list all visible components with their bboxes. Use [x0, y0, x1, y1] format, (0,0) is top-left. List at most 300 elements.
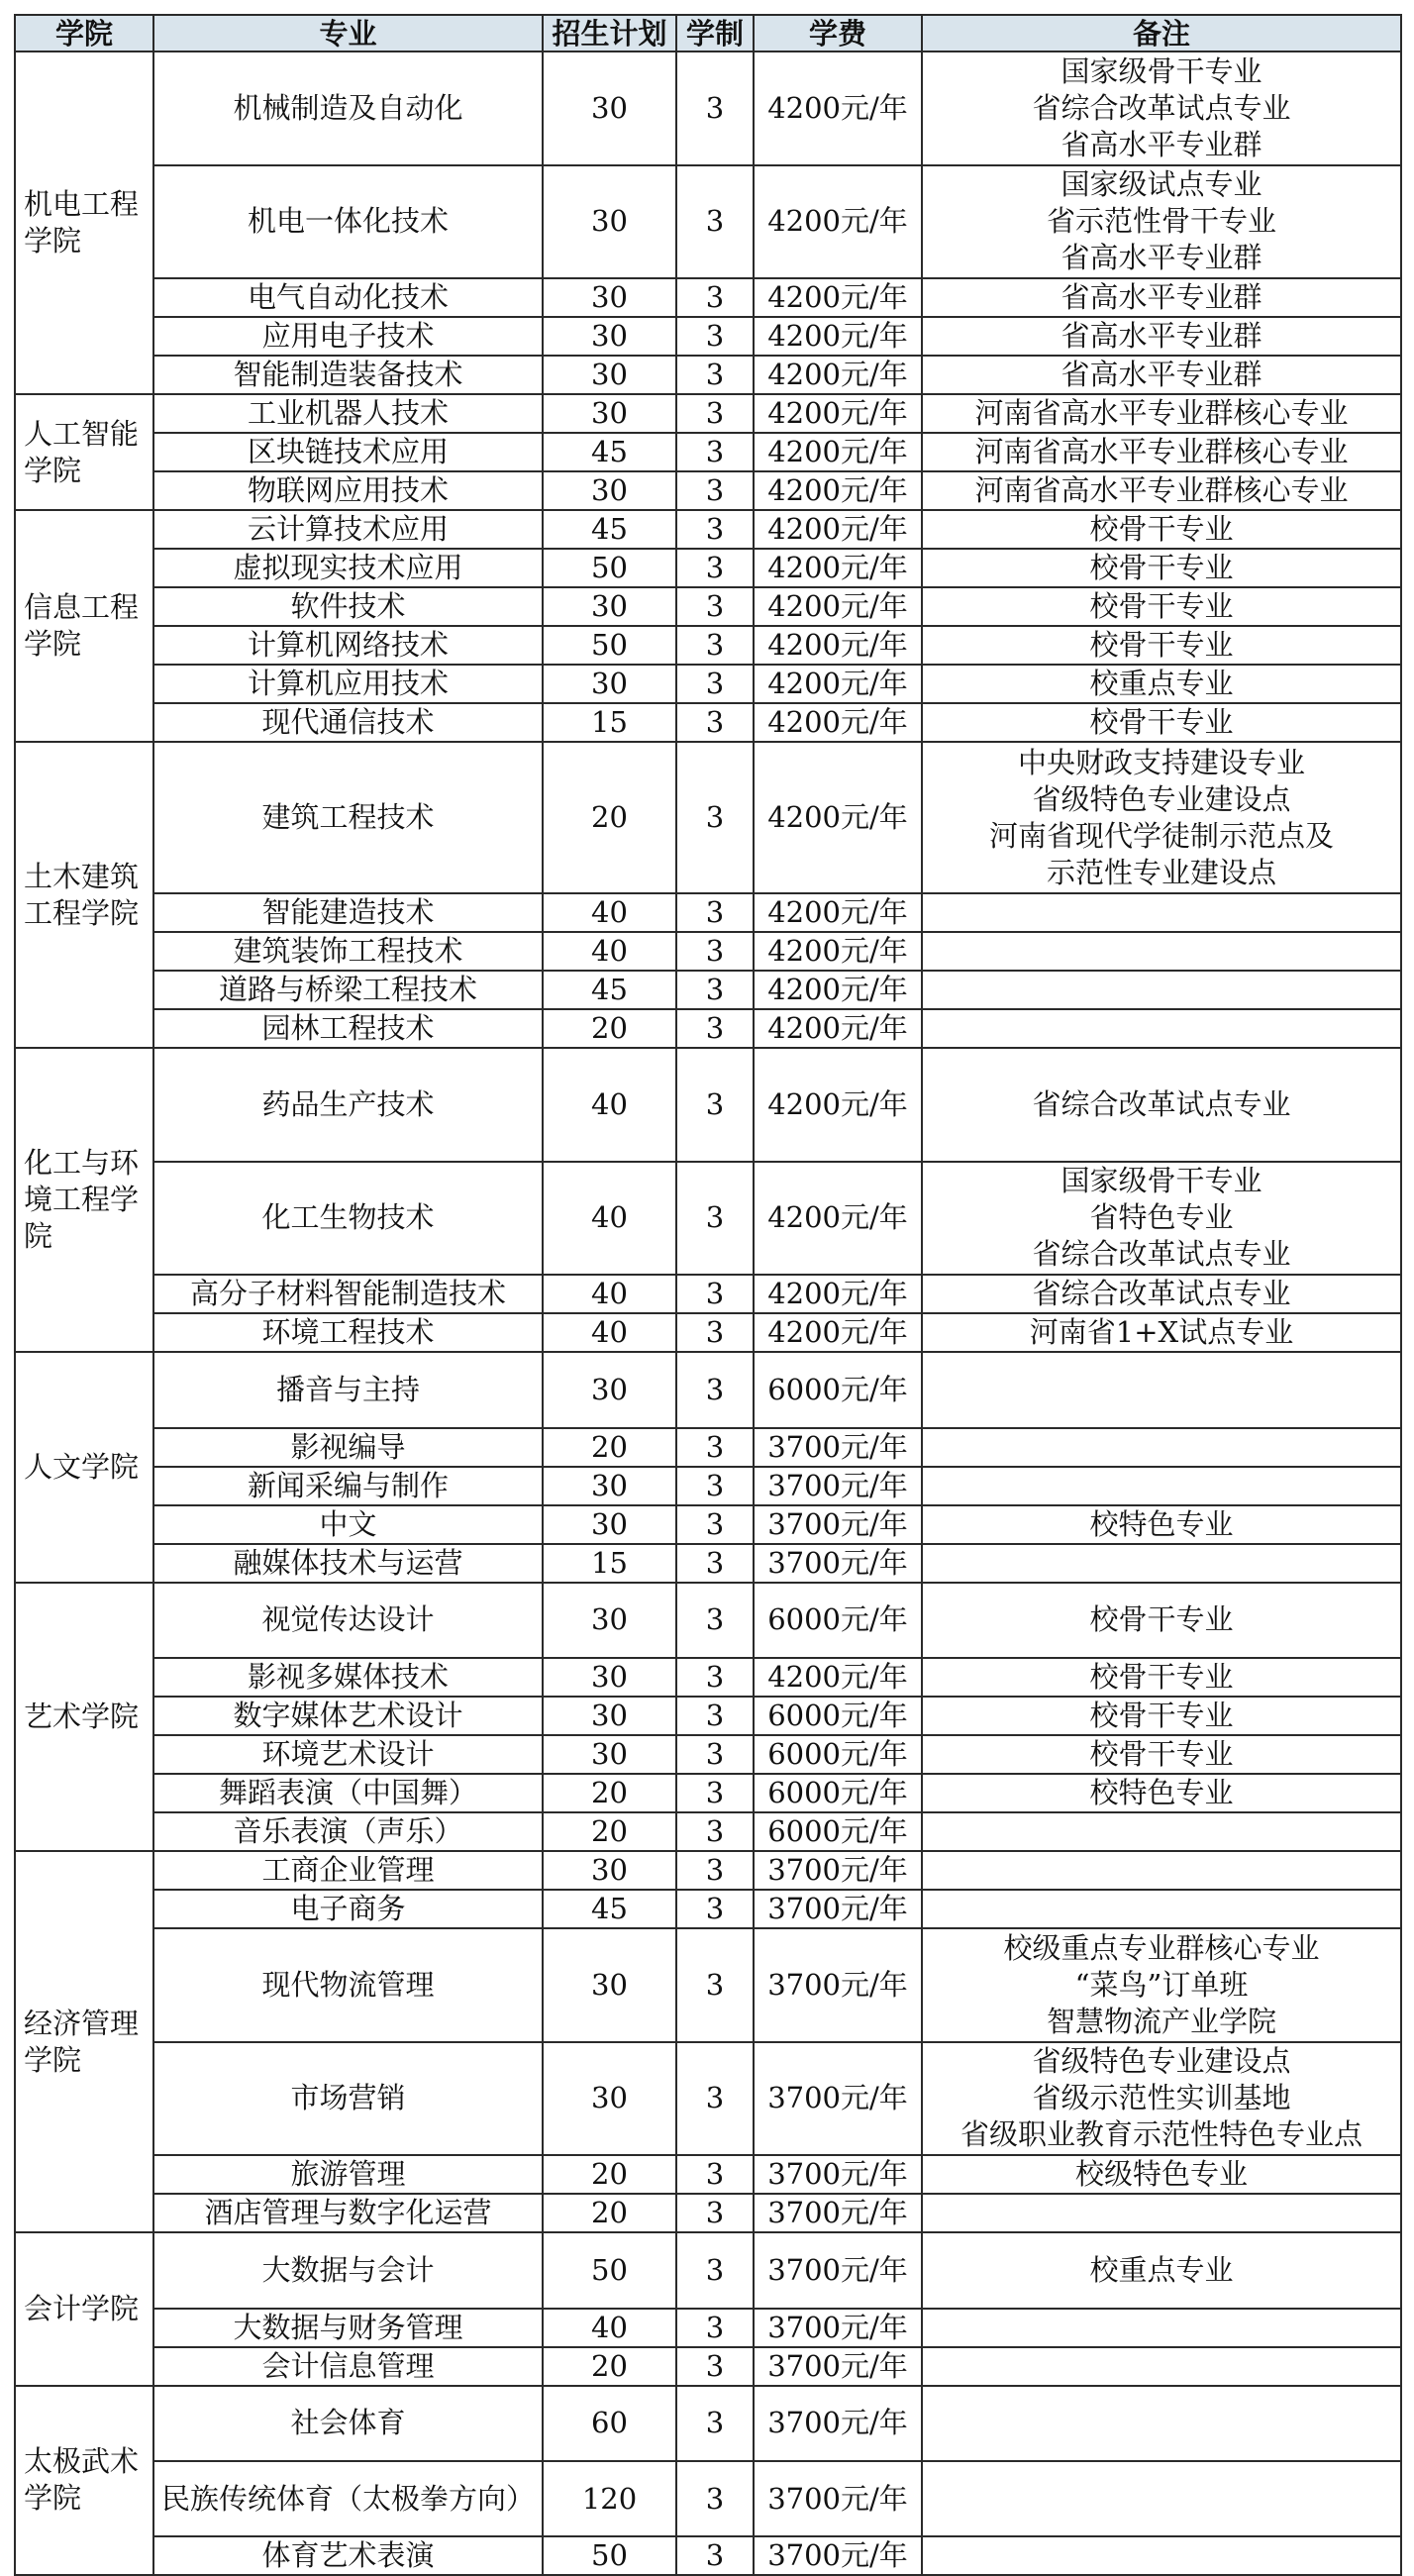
- table-row: [15, 1544, 1401, 1583]
- note-line: 省高水平专业群: [1060, 127, 1262, 161]
- fee-cell: 4200元/年: [754, 433, 922, 471]
- fee-cell: 3700元/年: [754, 2042, 922, 2156]
- table-row: [15, 2461, 1401, 2536]
- plan-cell: 20: [543, 1774, 676, 1812]
- notes-cell: [922, 971, 1401, 1009]
- major-cell: 酒店管理与数字化运营: [153, 2194, 543, 2232]
- major-cell: 软件技术: [153, 587, 543, 626]
- major-cell: 电气自动化技术: [153, 278, 543, 317]
- notes-cell: [922, 510, 1401, 549]
- plan-cell: 40: [543, 1313, 676, 1352]
- table-row: [15, 971, 1401, 1009]
- major-cell: 社会体育: [153, 2386, 543, 2461]
- fee-cell: 4200元/年: [754, 471, 922, 510]
- fee-cell: 4200元/年: [754, 893, 922, 932]
- note-line: 校重点专业: [1089, 667, 1234, 701]
- fee-cell: 4200元/年: [754, 317, 922, 356]
- years-cell: 3: [676, 665, 754, 703]
- note-line: 省综合改革试点专业: [1032, 90, 1291, 125]
- notes-cell: [922, 1505, 1401, 1544]
- plan-cell: 120: [543, 2461, 676, 2536]
- note-line: 国家级试点专业: [1060, 167, 1262, 202]
- plan-cell: 30: [543, 1851, 676, 1890]
- major-cell: 舞蹈表演（中国舞）: [153, 1774, 543, 1812]
- major-cell: 影视多媒体技术: [153, 1658, 543, 1697]
- college-cell: 人文学院: [15, 1352, 153, 1582]
- plan-cell: 30: [543, 165, 676, 279]
- table-row: [15, 2536, 1401, 2575]
- years-cell: 3: [676, 278, 754, 317]
- note-line: 省级示范性实训基地: [1032, 2081, 1291, 2115]
- years-cell: 3: [676, 1697, 754, 1735]
- fee-cell: 4200元/年: [754, 356, 922, 394]
- table-row: [15, 1697, 1401, 1735]
- table-row: [15, 932, 1401, 971]
- plan-cell: 40: [543, 932, 676, 971]
- notes-cell: [922, 1812, 1401, 1851]
- notes-cell: [922, 356, 1401, 394]
- notes-cell: [922, 1890, 1401, 1928]
- table-row: [15, 433, 1401, 471]
- major-cell: 化工生物技术: [153, 1162, 543, 1276]
- plan-cell: 20: [543, 1428, 676, 1467]
- major-cell: 建筑工程技术: [153, 742, 543, 893]
- plan-cell: 15: [543, 703, 676, 742]
- fee-cell: 3700元/年: [754, 2155, 922, 2194]
- table-row: [15, 1162, 1401, 1276]
- plan-cell: 30: [543, 356, 676, 394]
- notes-cell: [922, 1352, 1401, 1427]
- major-cell: 高分子材料智能制造技术: [153, 1275, 543, 1313]
- plan-cell: 30: [543, 1928, 676, 2042]
- notes-cell: [922, 1774, 1401, 1812]
- major-cell: 电子商务: [153, 1890, 543, 1928]
- notes-cell: [922, 52, 1401, 165]
- years-cell: 3: [676, 433, 754, 471]
- fee-cell: 3700元/年: [754, 2194, 922, 2232]
- table-row: [15, 1890, 1401, 1928]
- plan-cell: 30: [543, 587, 676, 626]
- fee-cell: 3700元/年: [754, 2232, 922, 2308]
- major-cell: 道路与桥梁工程技术: [153, 971, 543, 1009]
- note-line: 校骨干专业: [1089, 551, 1234, 585]
- notes-cell: [922, 626, 1401, 665]
- note-line: 河南省1+X试点专业: [1029, 1315, 1294, 1350]
- table-row: [15, 1048, 1401, 1162]
- notes-cell: [922, 471, 1401, 510]
- table-row: [15, 893, 1401, 932]
- table-row: [15, 317, 1401, 356]
- years-cell: 3: [676, 1658, 754, 1697]
- major-cell: 机械制造及自动化: [153, 52, 543, 165]
- years-cell: 3: [676, 1275, 754, 1313]
- note-line: 河南省高水平专业群核心专业: [974, 396, 1349, 431]
- notes-cell: [922, 2042, 1401, 2156]
- table-row: [15, 1009, 1401, 1048]
- major-cell: 播音与主持: [153, 1352, 543, 1427]
- fee-cell: 4200元/年: [754, 165, 922, 279]
- note-line: “菜鸟”订单班: [1074, 1967, 1249, 2002]
- years-cell: 3: [676, 1851, 754, 1890]
- fee-cell: 6000元/年: [754, 1697, 922, 1735]
- plan-cell: 30: [543, 52, 676, 165]
- years-cell: 3: [676, 587, 754, 626]
- notes-cell: [922, 1544, 1401, 1583]
- fee-cell: 3700元/年: [754, 2536, 922, 2575]
- table-row: [15, 1774, 1401, 1812]
- notes-cell: [922, 587, 1401, 626]
- table-row: [15, 1928, 1401, 2042]
- years-cell: 3: [676, 52, 754, 165]
- major-cell: 智能建造技术: [153, 893, 543, 932]
- table-row: [15, 2386, 1401, 2461]
- major-cell: 工商企业管理: [153, 1851, 543, 1890]
- note-line: 省级职业教育示范性特色专业点: [960, 2117, 1363, 2152]
- plan-cell: 30: [543, 1658, 676, 1697]
- years-cell: 3: [676, 742, 754, 893]
- plan-cell: 30: [543, 471, 676, 510]
- table-row: [15, 742, 1401, 893]
- major-cell: 虚拟现实技术应用: [153, 549, 543, 587]
- years-cell: 3: [676, 1048, 754, 1162]
- fee-cell: 3700元/年: [754, 1851, 922, 1890]
- major-cell: 园林工程技术: [153, 1009, 543, 1048]
- note-line: 省综合改革试点专业: [1032, 1237, 1291, 1272]
- fee-cell: 4200元/年: [754, 971, 922, 1009]
- plan-cell: 30: [543, 665, 676, 703]
- fee-cell: 4200元/年: [754, 278, 922, 317]
- note-line: 省示范性骨干专业: [1046, 204, 1276, 239]
- major-cell: 区块链技术应用: [153, 433, 543, 471]
- major-cell: 新闻采编与制作: [153, 1467, 543, 1505]
- years-cell: 3: [676, 1009, 754, 1048]
- major-cell: 会计信息管理: [153, 2347, 543, 2386]
- plan-cell: 40: [543, 1275, 676, 1313]
- enrollment-table: [14, 14, 1402, 2576]
- notes-cell: [922, 742, 1401, 893]
- table-row: [15, 549, 1401, 587]
- table-row: [15, 394, 1401, 433]
- notes-cell: [922, 2461, 1401, 2536]
- note-line: 河南省高水平专业群核心专业: [974, 473, 1349, 508]
- table-row: [15, 1851, 1401, 1890]
- notes-cell: [922, 1658, 1401, 1697]
- fee-cell: 3700元/年: [754, 2309, 922, 2347]
- table-row: [15, 471, 1401, 510]
- major-cell: 智能制造装备技术: [153, 356, 543, 394]
- years-cell: 3: [676, 1505, 754, 1544]
- plan-cell: 50: [543, 549, 676, 587]
- years-cell: 3: [676, 2155, 754, 2194]
- note-line: 智慧物流产业学院: [1046, 2004, 1276, 2038]
- fee-cell: 3700元/年: [754, 1428, 922, 1467]
- major-cell: 工业机器人技术: [153, 394, 543, 433]
- table-row: [15, 626, 1401, 665]
- notes-cell: [922, 1735, 1401, 1774]
- major-cell: 融媒体技术与运营: [153, 1544, 543, 1583]
- fee-cell: 4200元/年: [754, 52, 922, 165]
- table-row: [15, 1812, 1401, 1851]
- note-line: 校级特色专业: [1074, 2157, 1248, 2192]
- years-cell: 3: [676, 549, 754, 587]
- plan-cell: 30: [543, 1505, 676, 1544]
- table-row: [15, 1352, 1401, 1427]
- table-row: [15, 2042, 1401, 2156]
- plan-cell: 50: [543, 626, 676, 665]
- major-cell: 市场营销: [153, 2042, 543, 2156]
- major-cell: 环境工程技术: [153, 1313, 543, 1352]
- table-row: [15, 1505, 1401, 1544]
- fee-cell: 4200元/年: [754, 665, 922, 703]
- fee-cell: 6000元/年: [754, 1735, 922, 1774]
- table-row: [15, 2232, 1401, 2308]
- notes-cell: [922, 549, 1401, 587]
- notes-cell: [922, 1313, 1401, 1352]
- notes-cell: [922, 1275, 1401, 1313]
- fee-cell: 4200元/年: [754, 1275, 922, 1313]
- fee-cell: 6000元/年: [754, 1583, 922, 1658]
- header-notes: 备注: [922, 15, 1401, 52]
- fee-cell: 4200元/年: [754, 932, 922, 971]
- years-cell: 3: [676, 1352, 754, 1427]
- notes-cell: [922, 1467, 1401, 1505]
- major-cell: 计算机应用技术: [153, 665, 543, 703]
- notes-cell: [922, 278, 1401, 317]
- note-line: 校骨干专业: [1089, 1698, 1234, 1732]
- notes-cell: [922, 893, 1401, 932]
- college-cell: 信息工程学院: [15, 510, 153, 742]
- years-cell: 3: [676, 1812, 754, 1851]
- note-line: 校特色专业: [1089, 1506, 1234, 1541]
- notes-cell: [922, 932, 1401, 971]
- note-line: 校级重点专业群核心专业: [1003, 1930, 1320, 1965]
- years-cell: 3: [676, 893, 754, 932]
- note-line: 省级特色专业建设点: [1032, 781, 1291, 816]
- notes-cell: [922, 2309, 1401, 2347]
- table-row: [15, 1467, 1401, 1505]
- plan-cell: 20: [543, 1812, 676, 1851]
- years-cell: 3: [676, 932, 754, 971]
- table-row: [15, 1735, 1401, 1774]
- note-line: 省综合改革试点专业: [1032, 1086, 1291, 1121]
- years-cell: 3: [676, 626, 754, 665]
- plan-cell: 45: [543, 1890, 676, 1928]
- plan-cell: 45: [543, 971, 676, 1009]
- plan-cell: 30: [543, 1583, 676, 1658]
- notes-cell: [922, 2194, 1401, 2232]
- table-row: [15, 2194, 1401, 2232]
- plan-cell: 50: [543, 2232, 676, 2308]
- plan-cell: 20: [543, 2347, 676, 2386]
- fee-cell: 4200元/年: [754, 394, 922, 433]
- fee-cell: 4200元/年: [754, 742, 922, 893]
- fee-cell: 6000元/年: [754, 1352, 922, 1427]
- table-row: [15, 665, 1401, 703]
- plan-cell: 30: [543, 1467, 676, 1505]
- notes-cell: [922, 1583, 1401, 1658]
- plan-cell: 30: [543, 2042, 676, 2156]
- major-cell: 机电一体化技术: [153, 165, 543, 279]
- plan-cell: 30: [543, 278, 676, 317]
- notes-cell: [922, 1851, 1401, 1890]
- major-cell: 现代通信技术: [153, 703, 543, 742]
- notes-cell: [922, 2386, 1401, 2461]
- plan-cell: 60: [543, 2386, 676, 2461]
- major-cell: 现代物流管理: [153, 1928, 543, 2042]
- college-cell: 经济管理学院: [15, 1851, 153, 2232]
- notes-cell: [922, 317, 1401, 356]
- college-cell: 机电工程学院: [15, 52, 153, 394]
- college-cell: 艺术学院: [15, 1583, 153, 1851]
- major-cell: 视觉传达设计: [153, 1583, 543, 1658]
- fee-cell: 4200元/年: [754, 1009, 922, 1048]
- years-cell: 3: [676, 356, 754, 394]
- fee-cell: 3700元/年: [754, 1928, 922, 2042]
- major-cell: 药品生产技术: [153, 1048, 543, 1162]
- fee-cell: 3700元/年: [754, 2347, 922, 2386]
- years-cell: 3: [676, 2309, 754, 2347]
- header-plan: 招生计划: [543, 15, 676, 52]
- plan-cell: 30: [543, 1697, 676, 1735]
- plan-cell: 15: [543, 1544, 676, 1583]
- note-line: 省高水平专业群: [1060, 319, 1262, 354]
- plan-cell: 45: [543, 510, 676, 549]
- note-line: 校骨干专业: [1089, 628, 1234, 663]
- header-row: [15, 15, 1401, 52]
- note-line: 校骨干专业: [1089, 512, 1234, 547]
- plan-cell: 20: [543, 1009, 676, 1048]
- fee-cell: 4200元/年: [754, 703, 922, 742]
- fee-cell: 4200元/年: [754, 1048, 922, 1162]
- years-cell: 3: [676, 2386, 754, 2461]
- plan-cell: 45: [543, 433, 676, 471]
- plan-cell: 30: [543, 394, 676, 433]
- major-cell: 应用电子技术: [153, 317, 543, 356]
- years-cell: 3: [676, 703, 754, 742]
- fee-cell: 3700元/年: [754, 1544, 922, 1583]
- table-row: [15, 1275, 1401, 1313]
- notes-cell: [922, 394, 1401, 433]
- notes-cell: [922, 1928, 1401, 2042]
- fee-cell: 4200元/年: [754, 549, 922, 587]
- fee-cell: 4200元/年: [754, 1658, 922, 1697]
- note-line: 国家级骨干专业: [1060, 53, 1262, 88]
- major-cell: 计算机网络技术: [153, 626, 543, 665]
- years-cell: 3: [676, 317, 754, 356]
- years-cell: 3: [676, 1890, 754, 1928]
- plan-cell: 30: [543, 1352, 676, 1427]
- years-cell: 3: [676, 2347, 754, 2386]
- years-cell: 3: [676, 1428, 754, 1467]
- note-line: 校骨干专业: [1089, 589, 1234, 624]
- major-cell: 环境艺术设计: [153, 1735, 543, 1774]
- note-line: 省综合改革试点专业: [1032, 1277, 1291, 1311]
- plan-cell: 40: [543, 2309, 676, 2347]
- notes-cell: [922, 165, 1401, 279]
- plan-cell: 40: [543, 893, 676, 932]
- major-cell: 音乐表演（声乐）: [153, 1812, 543, 1851]
- years-cell: 3: [676, 2536, 754, 2575]
- table-row: [15, 2309, 1401, 2347]
- years-cell: 3: [676, 2232, 754, 2308]
- notes-cell: [922, 2536, 1401, 2575]
- years-cell: 3: [676, 1544, 754, 1583]
- years-cell: 3: [676, 971, 754, 1009]
- table-body: [15, 52, 1401, 2575]
- note-line: 省级特色专业建设点: [1032, 2044, 1291, 2079]
- plan-cell: 50: [543, 2536, 676, 2575]
- plan-cell: 20: [543, 742, 676, 893]
- notes-cell: [922, 433, 1401, 471]
- note-line: 校重点专业: [1089, 2252, 1234, 2287]
- college-cell: 土木建筑工程学院: [15, 742, 153, 1048]
- notes-cell: [922, 2155, 1401, 2194]
- years-cell: 3: [676, 2461, 754, 2536]
- plan-cell: 30: [543, 317, 676, 356]
- note-line: 省高水平专业群: [1060, 358, 1262, 392]
- header-major: 专业: [153, 15, 543, 52]
- table-row: [15, 1313, 1401, 1352]
- major-cell: 旅游管理: [153, 2155, 543, 2194]
- major-cell: 数字媒体艺术设计: [153, 1697, 543, 1735]
- note-line: 河南省高水平专业群核心专业: [974, 435, 1349, 469]
- major-cell: 大数据与会计: [153, 2232, 543, 2308]
- note-line: 示范性专业建设点: [1046, 855, 1276, 889]
- fee-cell: 4200元/年: [754, 626, 922, 665]
- major-cell: 云计算技术应用: [153, 510, 543, 549]
- table-row: [15, 1658, 1401, 1697]
- plan-cell: 30: [543, 1735, 676, 1774]
- table-row: [15, 356, 1401, 394]
- years-cell: 3: [676, 2194, 754, 2232]
- years-cell: 3: [676, 471, 754, 510]
- notes-cell: [922, 1428, 1401, 1467]
- notes-cell: [922, 1048, 1401, 1162]
- college-cell: 太极武术学院: [15, 2386, 153, 2576]
- major-cell: 影视编导: [153, 1428, 543, 1467]
- header-college: 学院: [15, 15, 153, 52]
- plan-cell: 20: [543, 2155, 676, 2194]
- fee-cell: 3700元/年: [754, 1505, 922, 1544]
- table-row: [15, 2155, 1401, 2194]
- table-row: [15, 1583, 1401, 1658]
- note-line: 校特色专业: [1089, 1775, 1234, 1809]
- plan-cell: 40: [543, 1048, 676, 1162]
- years-cell: 3: [676, 1162, 754, 1276]
- college-cell: 会计学院: [15, 2232, 153, 2385]
- years-cell: 3: [676, 1467, 754, 1505]
- note-line: 省特色专业: [1089, 1200, 1234, 1235]
- note-line: 中央财政支持建设专业: [1017, 745, 1305, 779]
- major-cell: 物联网应用技术: [153, 471, 543, 510]
- note-line: 省高水平专业群: [1060, 280, 1262, 315]
- fee-cell: 4200元/年: [754, 587, 922, 626]
- years-cell: 3: [676, 1735, 754, 1774]
- years-cell: 3: [676, 1583, 754, 1658]
- fee-cell: 3700元/年: [754, 1890, 922, 1928]
- plan-cell: 40: [543, 1162, 676, 1276]
- header-years: 学制: [676, 15, 754, 52]
- years-cell: 3: [676, 394, 754, 433]
- table-row: [15, 52, 1401, 165]
- major-cell: 体育艺术表演: [153, 2536, 543, 2575]
- table-row: [15, 2347, 1401, 2386]
- table-row: [15, 1428, 1401, 1467]
- notes-cell: [922, 665, 1401, 703]
- notes-cell: [922, 1697, 1401, 1735]
- notes-cell: [922, 2232, 1401, 2308]
- note-line: 校骨干专业: [1089, 1736, 1234, 1771]
